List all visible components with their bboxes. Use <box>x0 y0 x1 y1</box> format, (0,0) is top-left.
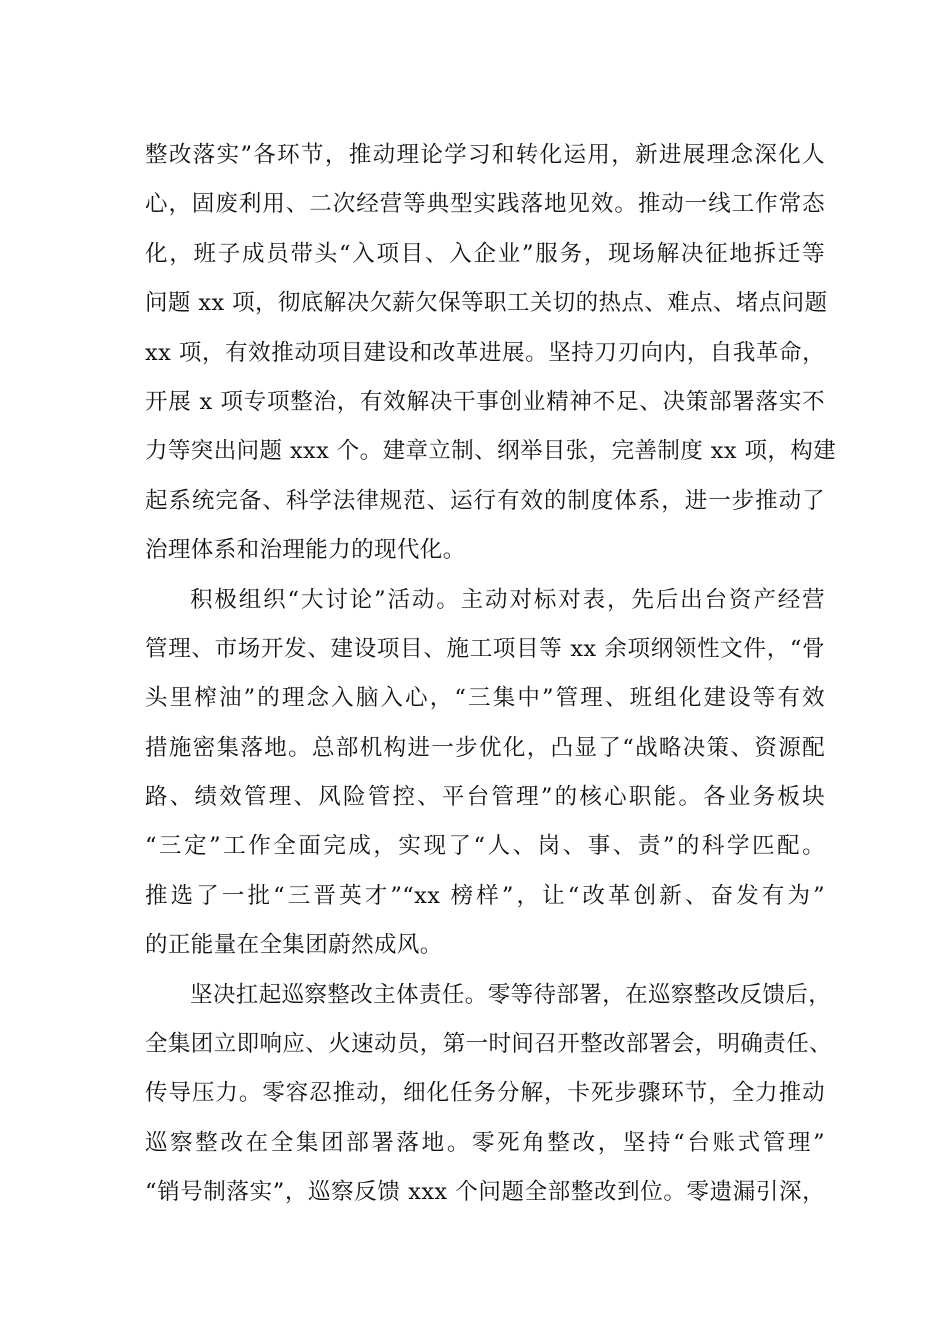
paragraph-2-line-3: 头里榨油”的理念入脑入心，“三集中”管理、班组化建设等有效 <box>145 685 825 712</box>
paragraph-1-line-3: 化，班子成员带头“入项目、入企业”服务，现场解决征地拆迁等 <box>145 240 825 267</box>
paragraph-2-line-5: 路、绩效管理、风险管控、平台管理”的核心职能。各业务板块 <box>145 784 825 811</box>
paragraph-1-line-8: 起系统完备、科学法律规范、运行有效的制度体系，进一步推动了 <box>145 487 825 514</box>
paragraph-3-line-3: 传导压力。零容忍推动，细化任务分解，卡死步骤环节，全力推动 <box>145 1080 825 1107</box>
paragraph-3-line-4: 巡察整改在全集团部署落地。零死角整改，坚持“台账式管理” <box>145 1129 825 1156</box>
paragraph-1-line-2: 心，固废利用、二次经营等典型实践落地见效。推动一线工作常态 <box>145 191 825 218</box>
paragraph-2-line-7: 推选了一批“三晋英才”“xx 榜样”，让“改革创新、奋发有为” <box>145 882 825 909</box>
paragraph-3-line-2: 全集团立即响应、火速动员，第一时间召开整改部署会，明确责任、 <box>145 1031 833 1058</box>
paragraph-1-line-4: 问题 xx 项，彻底解决欠薪欠保等职工关切的热点、难点、堵点问题 <box>145 290 828 317</box>
body-text <box>145 131 837 1218</box>
paragraph-2-line-4: 措施密集落地。总部机构进一步优化，凸显了“战略决策、资源配 <box>145 734 825 761</box>
paragraph-1-line-1: 整改落实”各环节，推动理论学习和转化运用，新进展理念深化人 <box>145 142 825 168</box>
paragraph-1-line-6: 开展 x 项专项整治，有效解决干事创业精神不足、决策部署落实不 <box>145 388 825 415</box>
paragraph-2-line-6: “三定”工作全面完成，实现了“人、岗、事、责”的科学匹配。 <box>145 833 825 860</box>
paragraph-1-line-9: 治理体系和治理能力的现代化。 <box>145 537 466 564</box>
paragraph-1-line-5: xx 项，有效推动项目建设和改革进展。坚持刀刃向内，自我革命， <box>145 339 825 366</box>
paragraph-2-line-1: 积极组织“大讨论”活动。主动对标对表，先后出台资产经营 <box>190 586 825 613</box>
paragraph-3-line-1: 坚决扛起巡察整改主体责任。零等待部署，在巡察整改反馈后， <box>190 981 832 1008</box>
paragraph-3-line-5: “销号制落实”，巡察反馈 xxx 个问题全部整改到位。零遗漏引深， <box>145 1179 825 1206</box>
paragraph-1-line-7: 力等突出问题 xxx 个。建章立制、纲举目张，完善制度 xx 项，构建 <box>145 438 837 465</box>
paragraph-2-line-8: 的正能量在全集团蔚然成风。 <box>145 932 443 959</box>
paragraph-2-line-2: 管理、市场开发、建设项目、施工项目等 xx 余项纲领性文件，“骨 <box>145 635 825 662</box>
